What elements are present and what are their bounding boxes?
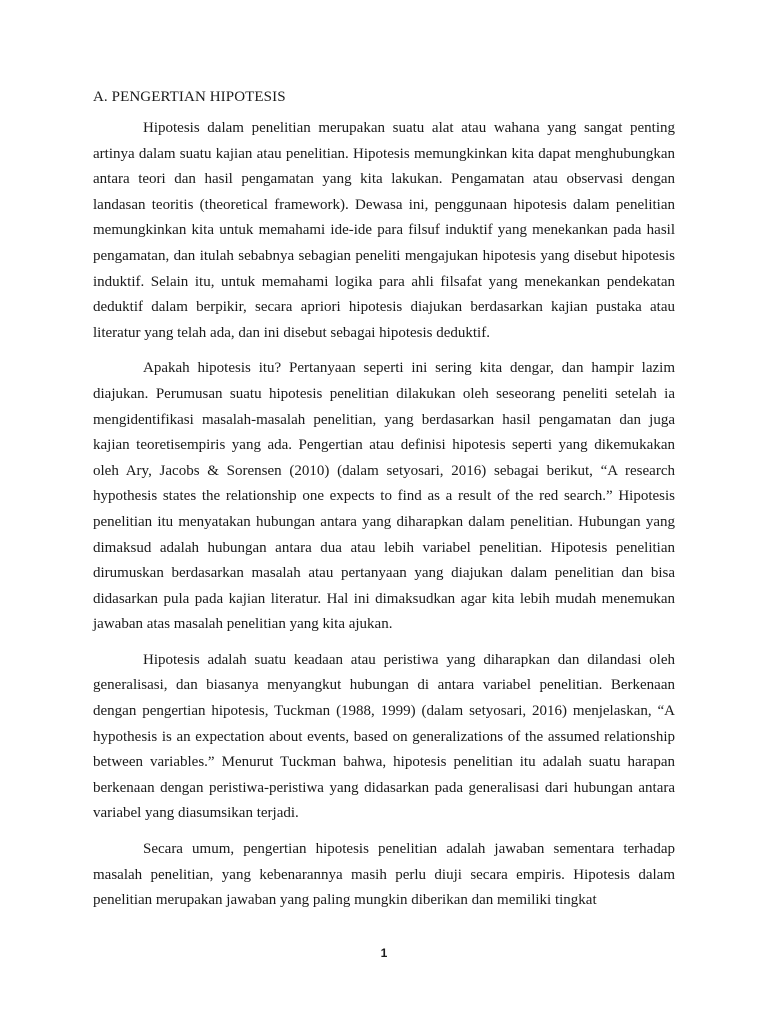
paragraph-4: Secara umum, pengertian hipotesis penelitian adalah jawaban sementara terhadap masalah penelitian, yang kebenarannya masih perlu diuji secara empiris. Hipotesis dalam penelitian merupakan jawaban yang paling mungkin diberikan dan memiliki tingkat xyxy=(93,841,675,909)
document-body xyxy=(93,86,675,924)
section-heading: A. PENGERTIAN HIPOTESIS xyxy=(93,89,286,105)
paragraph-1: Hipotesis dalam penelitian merupakan suatu alat atau wahana yang sangat penting artinya dalam suatu kajian atau penelitian. Hipotesis memungkinkan kita dapat menghubungkan antara teori dan hasil pengamatan yang kita lakukan. Pengamatan atau observasi dengan landasan teoritis (theoretical framework). Dewasa ini, penggunaan hipotesis dalam penelitian memungkinkan kita untuk memahami ide-ide para filsuf induktif yang menekankan pada hasil pengamatan, dan itulah sebabnya sebagian peneliti mengajukan hipotesis yang disebut hipotesis induktif. Selain itu, untuk memahami logika para ahli filsafat yang menekankan pendekatan deduktif dalam berpikir, secara apriori hipotesis diajukan berdasarkan kajian pustaka atau literatur yang telah ada, dan ini disebut sebagai hipotesis deduktif. xyxy=(93,120,675,341)
page-number: 1 xyxy=(380,946,388,960)
paragraph-3: Hipotesis adalah suatu keadaan atau peristiwa yang diharapkan dan dilandasi oleh generalisasi, dan biasanya menyangkut hubungan di antara variabel penelitian. Berkenaan dengan pengertian hipotesis, Tuckman (1988, 1999) (dalam setyosari, 2016) menjelaskan, “A hypothesis is an expectation about events, based on generalizations of the assumed relationship between variables.” Menurut Tuckman bahwa, hipotesis penelitian itu adalah suatu harapan berkenaan dengan peristiwa-peristiwa yang didasarkan pada generalisasi dari hubungan antara variabel yang diasumsikan terjadi. xyxy=(93,651,675,822)
paragraph-2: Apakah hipotesis itu? Pertanyaan seperti ini sering kita dengar, dan hampir lazim diajukan. Perumusan suatu hipotesis penelitian dilakukan oleh seseorang peneliti setelah ia mengidentifikasi masalah-masalah penelitian, yang berdasarkan hasil pengamatan dan juga kajian teoretisempiris yang ada. Pengertian atau definisi hipotesis seperti yang dikemukakan oleh Ary, Jacobs & Sorensen (2010) (dalam setyosari, 2016) sebagai berikut, “A research hypothesis states the relationship one expects to find as a result of the red search.” Hipotesis penelitian itu menyatakan hubungan antara yang diharapkan dalam penelitian. Hubungan yang dimaksud adalah hubungan antara dua atau lebih variabel penelitian. Hipotesis penelitian dirumuskan berdasarkan masalah atau pertanyaan yang diajukan dalam penelitian dan bisa didasarkan pula pada kajian literatur. Hal ini dimaksudkan agar kita lebih mudah menemukan jawaban atas masalah penelitian yang kita ajukan. xyxy=(93,360,675,633)
